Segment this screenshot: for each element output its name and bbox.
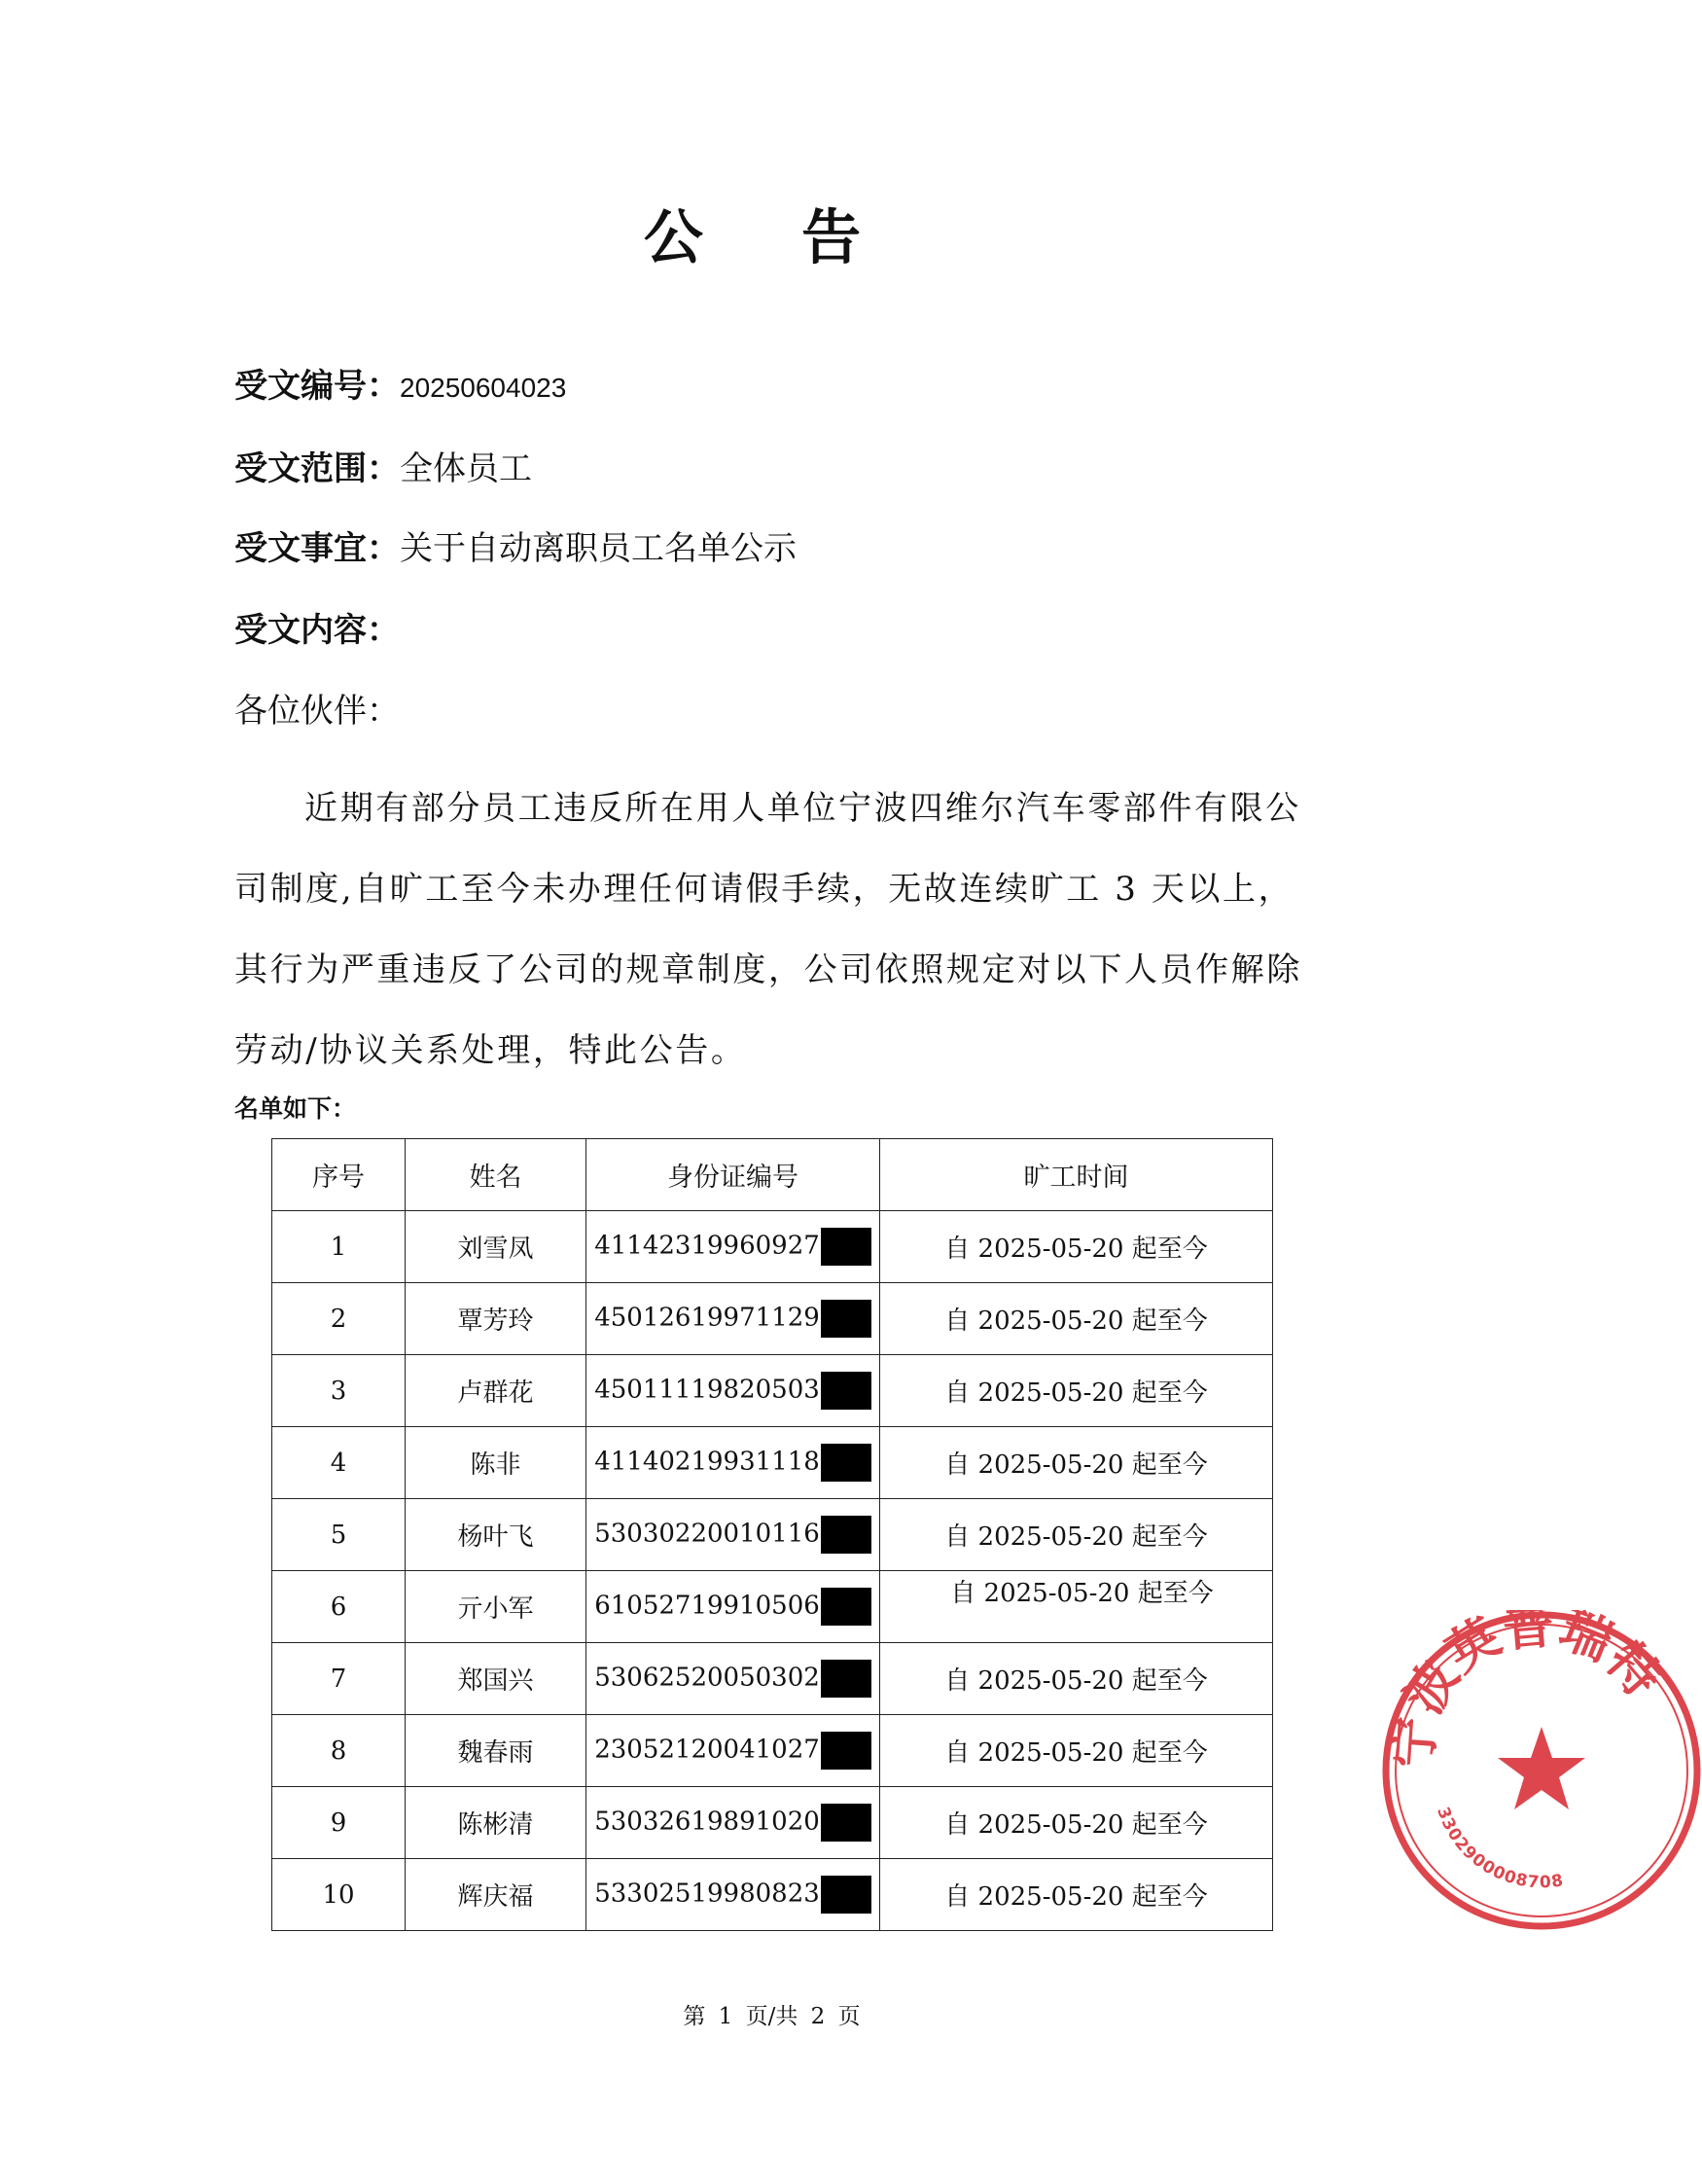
row-date-cell [880,1499,1273,1571]
row-name: 郑国兴 [406,1643,586,1715]
header-name: 姓名 [406,1139,586,1211]
row-date: 自 2025-05-20 起至今 [950,1579,1214,1608]
row-name: 刘雪凤 [406,1211,586,1283]
table-row [272,1715,1273,1787]
row-date-cell [880,1283,1273,1355]
body-paragraph [234,769,1314,1092]
row-no: 4 [272,1427,406,1499]
seal-number-text: 3302900008708 [1433,1804,1566,1893]
table-header-row [272,1139,1273,1211]
doc-number-field [234,363,566,412]
redaction-box [821,1300,871,1338]
row-id-cell [586,1715,880,1787]
row-date: 自 2025-05-20 起至今 [944,1810,1208,1840]
row-name: 辉庆福 [406,1859,586,1931]
page-footer: 第 1 页/共 2 页 [683,2004,861,2029]
redaction-box [821,1228,871,1266]
company-seal [1381,1610,1673,1931]
row-id-cell [586,1643,880,1715]
doc-scope-label: 受文范围： [234,449,400,488]
row-no: 8 [272,1715,406,1787]
row-name: 魏春雨 [406,1715,586,1787]
row-no: 6 [272,1571,406,1643]
row-id-cell [586,1787,880,1859]
row-id-cell [586,1499,880,1571]
doc-content-label: 受文内容： [234,611,400,650]
header-absence-date: 旷工时间 [880,1139,1273,1211]
doc-number-value: 20250604023 [400,373,567,403]
row-id: 53030220010116 [594,1519,820,1549]
row-date: 自 2025-05-20 起至今 [944,1738,1208,1768]
row-name: 亓小军 [406,1571,586,1643]
redaction-box [821,1732,871,1770]
row-name: 卢群花 [406,1355,586,1427]
row-id-cell [586,1427,880,1499]
row-id: 41142319960927 [594,1231,820,1261]
list-heading: 名单如下： [234,1094,357,1123]
row-id: 23052120041027 [594,1735,820,1765]
redaction-box [821,1444,871,1482]
table-row [272,1283,1273,1355]
row-name: 陈非 [406,1427,586,1499]
row-id: 45011119820503 [594,1375,820,1405]
row-no: 3 [272,1355,406,1427]
row-no: 2 [272,1283,406,1355]
row-id: 53062520050302 [594,1663,820,1693]
redaction-box [821,1516,871,1554]
row-no: 10 [272,1859,406,1931]
redaction-box [821,1660,871,1698]
row-name: 覃芳玲 [406,1283,586,1355]
table-row [272,1643,1273,1715]
row-date: 自 2025-05-20 起至今 [944,1450,1208,1480]
body-paragraph-text: 近期有部分员工违反所在用人单位宁波四维尔汽车零部件有限公司制度,自旷工至今未办理任何请假手续，无故连续旷工 3 天以上，其行为严重违反了公司的规章制度，公司依照规定对以下人员作解除劳动/协议关系处理，特此公告。 [234,789,1302,1070]
table-row [272,1787,1273,1859]
doc-scope-value: 全体员工 [400,449,532,488]
doc-subject-value: 关于自动离职员工名单公示 [400,529,797,568]
page-title: 公 告 [643,203,901,272]
table-row [272,1859,1273,1931]
table-row [272,1427,1273,1499]
table-row [272,1571,1273,1643]
row-id: 53032619891020 [594,1807,820,1837]
row-name: 陈彬清 [406,1787,586,1859]
row-id-cell [586,1571,880,1643]
row-date-cell [880,1355,1273,1427]
table-row [272,1355,1273,1427]
row-id: 61052719910506 [594,1591,820,1621]
row-date-cell [880,1787,1273,1859]
table-row [272,1499,1273,1571]
doc-subject-label: 受文事宜： [234,529,400,568]
row-id-cell [586,1859,880,1931]
redaction-box [821,1372,871,1410]
table-row [272,1211,1273,1283]
row-no: 9 [272,1787,406,1859]
header-no: 序号 [272,1139,406,1211]
row-id-cell [586,1283,880,1355]
row-date-cell [880,1643,1273,1715]
row-date-cell [880,1859,1273,1931]
row-date-cell [880,1571,1273,1643]
doc-content-field [234,607,400,654]
row-date: 自 2025-05-20 起至今 [944,1378,1208,1408]
row-id: 41140219931118 [594,1447,820,1477]
row-date-cell [880,1211,1273,1283]
row-date-cell [880,1427,1273,1499]
redaction-box [821,1588,871,1626]
row-date: 自 2025-05-20 起至今 [944,1666,1208,1696]
redaction-box [821,1876,871,1914]
row-date: 自 2025-05-20 起至今 [944,1882,1208,1912]
doc-number-label: 受文编号： [234,367,400,406]
row-date: 自 2025-05-20 起至今 [944,1522,1208,1552]
row-id-cell [586,1355,880,1427]
seal-star-icon [1498,1727,1585,1809]
row-date-cell [880,1715,1273,1787]
doc-subject-field [234,525,797,572]
redaction-box [821,1804,871,1842]
row-date: 自 2025-05-20 起至今 [944,1307,1208,1336]
seal-name-text: 宁波英普瑞特 [1383,1610,1673,1771]
row-name: 杨叶飞 [406,1499,586,1571]
row-date: 自 2025-05-20 起至今 [944,1235,1208,1264]
row-id-cell [586,1211,880,1283]
header-id: 身份证编号 [586,1139,880,1211]
row-id: 53302519980823 [594,1879,820,1909]
greeting: 各位伙伴： [234,692,400,731]
row-no: 7 [272,1643,406,1715]
doc-scope-field [234,446,532,492]
row-no: 5 [272,1499,406,1571]
row-id: 45012619971129 [594,1303,820,1333]
employee-table [271,1138,1273,1931]
seal-stamp-icon [1381,1610,1702,1931]
row-no: 1 [272,1211,406,1283]
